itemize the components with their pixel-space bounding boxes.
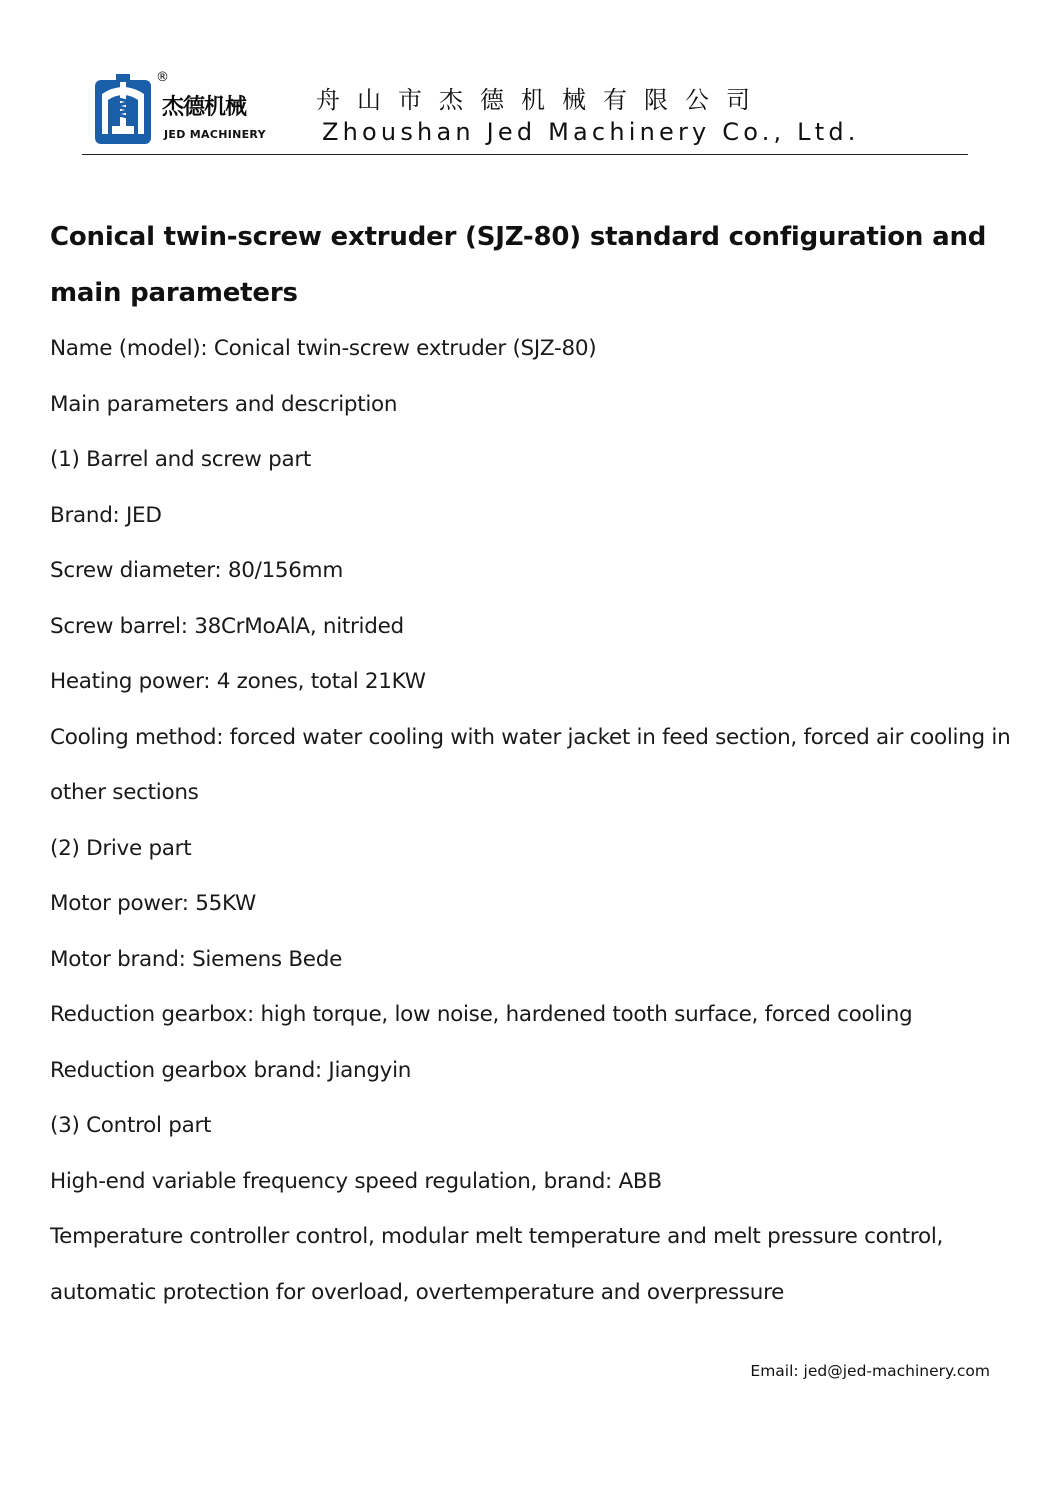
jed-logo-icon — [94, 72, 154, 148]
company-name-chinese: 舟山市杰德机械有限公司 — [316, 86, 767, 114]
document-body — [50, 210, 1020, 1320]
page-header — [82, 66, 968, 155]
param-line: Screw diameter: 80/156mm — [50, 558, 343, 583]
param-line: Main parameters and description — [50, 391, 398, 417]
section-heading: (3) Control part — [50, 1113, 212, 1138]
param-line: Temperature controller control, modular melt temperature and melt pressure control, automatic protection for overload, overtemperature and overpressure — [50, 1224, 944, 1305]
section-heading: (1) Barrel and screw part — [50, 447, 311, 472]
section-heading: (2) Drive part — [50, 835, 192, 861]
param-line: Name (model): Conical twin-screw extruder (SJZ-80) — [50, 336, 597, 361]
param-line: Heating power: 4 zones, total 21KW — [50, 669, 426, 694]
param-line: High-end variable frequency speed regulation, brand: ABB — [50, 1168, 662, 1194]
company-logo — [94, 72, 294, 152]
logo-english-name: JED MACHINERY — [164, 128, 266, 141]
registered-mark: ® — [156, 70, 169, 85]
param-line: Reduction gearbox brand: Jiangyin — [50, 1057, 412, 1083]
param-line: Motor power: 55KW — [50, 891, 256, 916]
logo-chinese-name: 杰德机械 — [162, 95, 247, 120]
company-name-english: Zhoushan Jed Machinery Co., Ltd. — [322, 118, 860, 146]
param-line: Motor brand: Siemens Bede — [50, 946, 343, 972]
param-line: Cooling method: forced water cooling with water jacket in feed section, forced air cooling in other sections — [50, 724, 1011, 805]
footer-email: Email: jed@jed-machinery.com — [750, 1362, 990, 1380]
param-line: Screw barrel: 38CrMoAlA, nitrided — [50, 613, 404, 639]
param-line: Reduction gearbox: high torque, low noise, hardened tooth surface, forced cooling — [50, 1002, 913, 1027]
param-line: Brand: JED — [50, 502, 162, 528]
document-title: Conical twin-screw extruder (SJZ-80) standard configuration and main parameters — [50, 222, 987, 308]
